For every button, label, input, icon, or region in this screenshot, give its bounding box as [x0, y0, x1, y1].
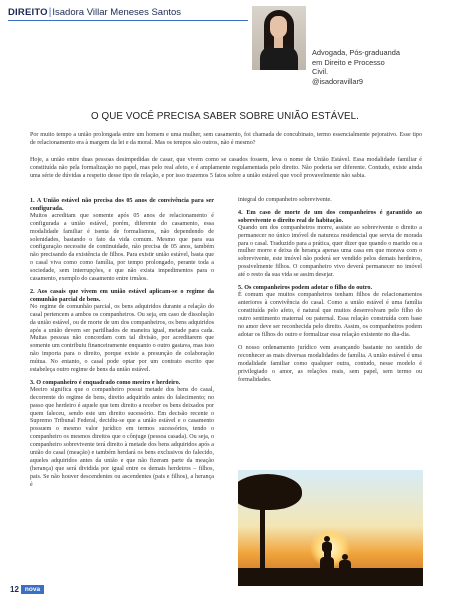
section-heading-5: 5. Os companheiros podem adotar o filho do outro. — [238, 284, 373, 292]
author-photo — [252, 6, 306, 70]
article-title: O QUE VOCÊ PRECISA SABER SOBRE UNIÃO ESTÁVEL. — [90, 111, 359, 122]
author-name: Isadora Villar Meneses Santos — [52, 7, 182, 18]
magazine-logo: nova — [21, 585, 44, 594]
bio-line-3: Civil. — [312, 67, 329, 77]
page-footer — [10, 585, 44, 594]
section-body-2: No regime de comunhão parcial, os bens adquiridos durante a relação do casal pertencem a ambos os companheiros. Ou seja, em caso de dissolução da união estável, ou de morte de um dos companheiros, os bens adquiridos após a união devem ser partilhados de maneira igual, metade para cada. Muitas pessoas não concordam com tal divisão, por acreditarem que somente um contribuiu financeiramente enquanto o outro gastava, mas isso não importa para o direito, porque existe a presunção de colaboração mútua. No entanto, o casal pode optar por um contrato escrito que estabeleça outro regime de bens da união estável. — [30, 303, 214, 374]
left-column — [30, 197, 214, 491]
ground-silhouette — [238, 568, 423, 586]
page-number: 12 — [10, 585, 19, 594]
section-body-5: É comum que muitos companheiros tenham filhos de relacionamentos anteriores à convivência do casal. Como a união estável é uma família constituída pelo afeto, é natural que muitos desenvolvam pelo filho do outro sentimento maternal ou paternal. Essa relação construída com base no amor deve ser reconhecida pelo direito. Assim, os companheiros podem adotar os filhos do outro e formalizar essa relação existente no dia-dia. — [238, 291, 422, 338]
bio-line-2: em Direito e Processo — [312, 57, 385, 67]
tree-trunk — [260, 490, 265, 570]
tree-silhouette — [238, 474, 302, 510]
right-column — [238, 197, 422, 386]
section-body-3-continued: integral do companheiro sobrevivente. — [238, 197, 332, 203]
header-separator: | — [48, 7, 52, 18]
section-label: DIREITO — [8, 7, 48, 18]
bio-line-1: Advogada, Pós-graduanda — [312, 48, 400, 57]
intro-paragraph-2: Hoje, a união entre duas pessoas desimpedidas de casar, que vivem como se casados fossem, leva o nome de União Estável. Essa modalidade familiar é constituída não pela formalização no papel, mas pelo real afeto, e é amplamente regulamentada pelo direito. Não poderia ser diferente. Contudo, existe ainda uma série de dúvidas a respeito desse tipo de relação, e por isso trazemos 5 fatos sobre a união estável que você provavelmente não sabia. — [30, 157, 422, 179]
section-body-4: Quando um dos companheiros morre, assiste ao sobrevivente o direito a permanecer no único imóvel de natureza residencial que servia de morada para o casal. Traduzido para a prática, quer dizer que quando o marido ou a mulher morre e deixa de herança apenas uma casa em que morava com o sobrevivente, este imóvel não poderá ser vendido pelos demais herdeiros, possivelmente filhos. O companheiro vivo deverá permanecer no imóvel até o resto da sua vida se assim desejar. — [238, 224, 422, 279]
intro-paragraph-1: Por muito tempo a união prolongada entre um homem e uma mulher, sem casamento, foi chamada de concubinato, termo essencialmente pejorativo. Esse tipo de relacionamento era à margem da lei e da moral. Mas os tempos são outros, não é mesmo? — [30, 132, 422, 146]
section-heading-1: 1. A União estável não precisa dos 05 anos de convivência para ser configurada. — [30, 197, 214, 212]
section-body-3: Meeiro significa que o companheiro possui metade dos bens do casal, decorrente do regime de bens, direito adquirido antes do falecimento; no passo que herdeiro é aquele que tem direito a receber os bens deixados por quem faleceu, sendo este um direito sucessório. Em decisão recente o Supremo Tribunal Federal, decidiu-se que a união estável e o casamento possuem o mesmo valor jurídico em termos sucessórios, tendo o companheiro os mesmos direitos que o cônjuge (pessoa casada). Ou seja, o companheiro sobrevivente terá direito à metade dos bens adquiridos após a união do casal (meação) e também herdará os bens exclusivos do falecido, aqueles adquiridos antes da união e que não fizeram parte da meação (herança) que será dividida por igual entre os demais herdeiros – filhos, pais. Se não houver descendentes ou ascendentes (pais e filhos), a herança é — [30, 386, 214, 488]
section-body-1: Muitos acreditam que somente após 05 anos de relacionamento é configurada a união estável, porém, diferente do casamento, essa modalidade familiar é isenta de formalismos, não dependendo de solenidades, bastando o fato da vida comum. Mesmo que para sua configuração necessite de continuidade, não precisa de 05 anos, também não precisando da existência de filhos. Para existir união estável, basta que o casal viva como como família, por tempo prolongado, perante toda a sociedade, sem interrupções, e que não exista impedimentos para o casamento, exemplo do casamento entre irmãos. — [30, 212, 214, 283]
section-heading-3: 3. O companheiro é enquadrado como meeiro e herdeiro. — [30, 378, 181, 386]
section-heading-4: 4. Em caso de morte de um dos companheiros é garantido ao sobrevivente o direito real de habitação. — [238, 208, 422, 224]
header-divider — [8, 20, 248, 21]
section-heading-2: 2. Aos casais que vivem em união estável aplicam-se o regime da comunhão parcial de bens. — [30, 287, 214, 303]
family-sunset-image — [238, 470, 423, 586]
conclusion-paragraph: O nosso ordenamento jurídico vem avançando bastante no sentido de reconhecer as mais diversas modalidades de família. A união estável é uma modalidade familiar como qualquer outra, contudo, nesse modelo é privilegiado o amor, as relações reais, sem papel, sem termo ou formalidades. — [238, 345, 422, 384]
author-handle[interactable]: @isadoravillar9 — [312, 76, 364, 86]
author-bio — [312, 48, 444, 86]
